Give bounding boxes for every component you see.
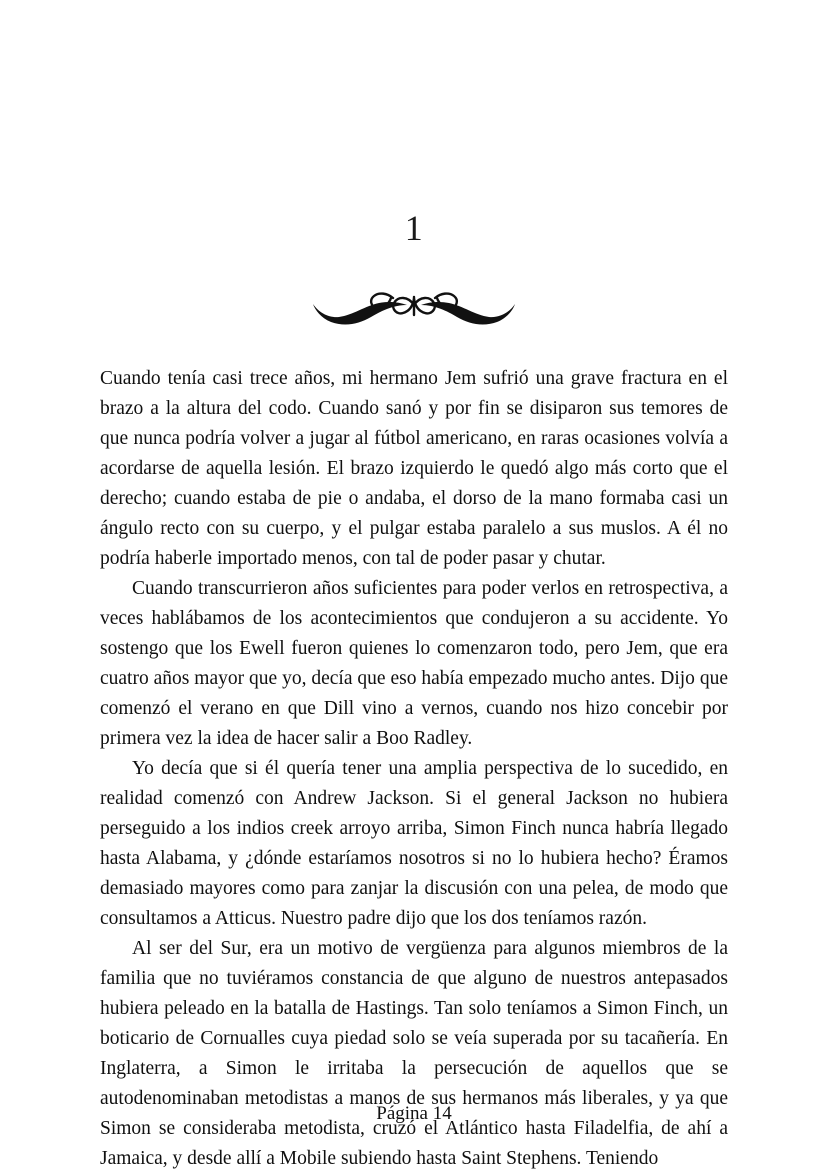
page-footer: Página 14 [376,1103,452,1124]
chapter-body [100,364,728,1174]
chapter-number: 1 [404,208,424,248]
paragraph: Cuando tenía casi trece años, mi hermano Jem sufrió una grave fractura en el brazo a la altura del codo. Cuando sanó y por fin se disiparon sus temores de que nunca podría volver a jugar al fútbol americano, en raras ocasiones volvía a acordarse de aquella lesión. El brazo izquierdo le quedó algo más corto que el derecho; cuando estaba de pie o andaba, el dorso de la mano formaba casi un ángulo recto con su cuerpo, y el pulgar estaba paralelo a sus muslos. A él no podría haberle importado menos, con tal de poder pasar y chutar. [100,368,728,569]
paragraph: Al ser del Sur, era un motivo de vergüenza para algunos miembros de la familia que no tuviéramos constancia de que alguno de nuestros antepasados hubiera peleado en la batalla de Hastings. Tan solo teníamos a Simon Finch, un boticario de Cornualles cuya piedad solo se veía superada por su tacañería. En Inglaterra, a Simon le irritaba la persecución de aquellos que se autodenominaban metodistas a manos de sus hermanos más liberales, y ya que Simon se consideraba metodista, cruzó el Atlántico hasta Filadelfia, de ahí a Jamaica, y desde allí a Mobile subiendo hasta Saint Stephens. Teniendo [100,938,728,1169]
flourish-divider-icon [100,280,728,336]
paragraph: Yo decía que si él quería tener una amplia perspectiva de lo sucedido, en realidad comenzó con Andrew Jackson. Si el general Jackson no hubiera perseguido a los indios creek arroyo arriba, Simon Finch nunca habría llegado hasta Alabama, y ¿dónde estaríamos nosotros si no lo hubiera hecho? Éramos demasiado mayores como para zanjar la discusión con una pelea, de modo que consultamos a Atticus. Nuestro padre dijo que los dos teníamos razón. [100,758,728,929]
paragraph: Cuando transcurrieron años suficientes para poder verlos en retrospectiva, a veces hablábamos de los acontecimientos que condujeron a su accidente. Yo sostengo que los Ewell fueron quienes lo comenzaron todo, pero Jem, que era cuatro años mayor que yo, decía que eso había empezado mucho antes. Dijo que comenzó el verano en que Dill vino a vernos, cuando nos hizo concebir por primera vez la idea de hacer salir a Boo Radley. [100,578,728,749]
